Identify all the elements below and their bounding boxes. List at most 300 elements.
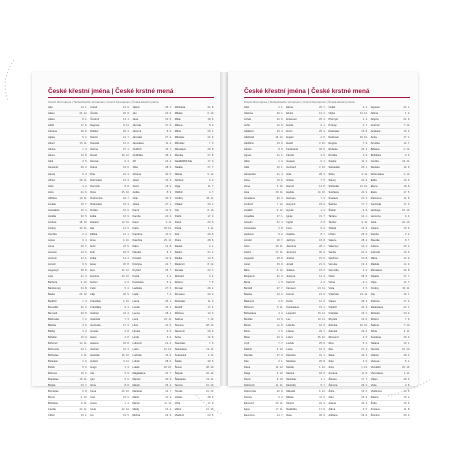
name-day-date: 22. 11. <box>402 160 410 164</box>
first-name: Svetlana <box>370 335 381 339</box>
first-name: Alois <box>48 190 54 194</box>
first-name: Silvia <box>370 329 377 333</box>
first-name: Kazimír <box>286 281 296 285</box>
name-day-date: 28. 3. <box>319 172 326 176</box>
name-day-date: 6. 8. <box>82 390 88 394</box>
first-name: Florián <box>286 154 295 158</box>
first-name: Naděžda <box>286 408 297 412</box>
name-day-date: 22. 10. <box>359 323 368 327</box>
name-day-row <box>329 413 368 419</box>
first-name: Jeroným <box>286 251 297 255</box>
first-name: Stanislava <box>174 347 187 351</box>
name-day-date: 23. 9. <box>319 202 326 206</box>
first-name: Erik <box>90 251 95 255</box>
name-day-date: 14. 8. <box>207 335 214 339</box>
first-name: Monika <box>174 154 184 158</box>
first-name: Žaneta <box>328 378 337 382</box>
name-day-date: 27. 2. <box>207 251 214 255</box>
first-name: Adalbert <box>244 130 254 134</box>
name-day-date: 16. 9. <box>165 353 172 357</box>
name-day-date: 19. 2. <box>361 353 368 357</box>
name-day-date: 15. 6. <box>319 257 326 261</box>
name-day-date: 18. 6. <box>319 372 326 376</box>
name-day-date: 9. 6. <box>82 263 88 267</box>
first-name: Blanka <box>48 323 56 327</box>
first-name: Benjamin <box>244 275 255 279</box>
name-day-date: 13. 8. <box>80 154 88 158</box>
name-column <box>175 105 214 419</box>
name-day-date: 25. 11. <box>164 239 172 243</box>
name-day-date: 19. 3. <box>165 184 172 188</box>
name-day-date: 4. 10. <box>403 172 410 176</box>
first-name: Dagmar <box>90 124 100 128</box>
first-name: Zdenka <box>328 323 338 327</box>
name-day-row <box>48 413 87 419</box>
name-day-date: 10. 8. <box>361 257 368 261</box>
name-day-date: 26. 8. <box>319 359 326 363</box>
first-name: Luisa <box>286 347 293 351</box>
name-day-date: 1. 3. <box>278 160 284 164</box>
name-day-date: 28. 6. <box>165 359 172 363</box>
first-name: Karla <box>132 226 139 230</box>
first-name: Šárka <box>174 359 182 363</box>
first-name: Božidara <box>370 154 381 158</box>
first-name: Lubor <box>286 335 293 339</box>
first-name: Regina <box>328 142 337 146</box>
name-day-date: 17. 9. <box>207 160 214 164</box>
first-name: Daniela <box>370 166 380 170</box>
first-name: Alexej <box>48 172 56 176</box>
name-day-date: 4. 11. <box>165 220 172 224</box>
first-name: Achil <box>244 124 250 128</box>
name-day-date: 7. 5. <box>320 178 326 182</box>
name-day-date: 18. 10. <box>163 366 172 370</box>
name-day-date: 1. 11. <box>403 372 410 376</box>
first-name: Darja <box>244 372 251 376</box>
first-name: Adolf <box>48 124 54 128</box>
first-name: Liliana <box>286 329 294 333</box>
first-name: Nataša <box>370 275 379 279</box>
first-name: Radoslav <box>328 130 340 134</box>
name-day-date: 26. 5. <box>123 293 130 297</box>
first-name: Ondřej <box>174 196 183 200</box>
name-day-date: 10. 6. <box>165 232 172 236</box>
first-name: Štěpán <box>174 372 183 376</box>
first-name: Zina <box>328 341 334 345</box>
name-day-date: 4. 10. <box>276 372 284 376</box>
first-name: Lev <box>286 317 291 321</box>
name-day-date: 27. 6. <box>165 287 172 291</box>
first-name: Barbora <box>48 281 58 285</box>
name-day-date: 2. 9. <box>320 220 326 224</box>
name-day-date: 9. 3. <box>82 172 88 176</box>
first-name: Kornel <box>286 293 294 297</box>
first-name: Irena <box>90 390 97 394</box>
first-name: Andrea <box>48 220 57 224</box>
name-day-date: 1. 1. <box>320 378 326 382</box>
first-name: Ilona <box>90 384 96 388</box>
first-name: Anastázie <box>48 208 60 212</box>
name-day-date: 2. 6. <box>124 281 130 285</box>
name-day-date: 9. 3. <box>124 305 130 309</box>
first-name: Radka <box>174 257 183 261</box>
name-day-date: 16. 3. <box>123 347 130 351</box>
first-name: Marek <box>132 384 140 388</box>
first-name: Albína <box>48 148 56 152</box>
first-name: Oto <box>174 208 179 212</box>
name-day-date: 8. 12. <box>207 263 214 267</box>
first-name: Jonáš <box>286 263 294 267</box>
first-name: Vratislav <box>328 311 339 315</box>
first-name: Amadeus <box>244 196 255 200</box>
name-day-date: 24. 4. <box>165 160 172 164</box>
first-name: Patrik <box>174 214 182 218</box>
first-name: Felix <box>90 287 96 291</box>
first-name: Miroslava <box>174 148 186 152</box>
first-name: Pavel <box>174 220 182 224</box>
name-day-date: 28. 10. <box>206 366 214 370</box>
name-day-date: 17. 6. <box>80 124 88 128</box>
first-name: Linda <box>132 335 139 339</box>
first-name: Ľubica <box>370 245 379 249</box>
first-name: Dorota <box>244 396 252 400</box>
first-name: Otýlie <box>328 112 336 116</box>
first-name: Lubomír <box>132 341 143 345</box>
name-day-date: 21. 3. <box>80 305 88 309</box>
first-name: Zikmund <box>328 335 339 339</box>
first-name: Kamila <box>370 232 379 236</box>
name-day-date: 5. 3. <box>82 366 88 370</box>
name-day-date: 7. 12. <box>276 202 284 206</box>
name-day-date: 7. 10. <box>403 323 410 327</box>
name-day-date: 13. 6. <box>80 251 88 255</box>
name-day-date: 14. 3. <box>403 263 410 267</box>
first-name: Martin <box>132 402 140 406</box>
first-name: Adina <box>328 408 336 412</box>
first-name: Viola <box>370 384 377 388</box>
name-day-row <box>133 413 172 419</box>
name-day-date: 11. 3. <box>207 299 214 303</box>
name-day-date: 30. 3. <box>276 196 284 200</box>
name-day-date: 7. 5. <box>208 341 214 345</box>
name-day-date: 14. 5. <box>276 317 284 321</box>
name-day-date: 10. 3. <box>165 214 172 218</box>
first-name: Františka <box>90 305 101 309</box>
first-name: Olga <box>174 184 181 188</box>
first-name: Dalibor <box>90 130 99 134</box>
first-name: Adéla <box>48 118 55 122</box>
first-name: Boleslav <box>48 359 58 363</box>
name-day-date: 16. 9. <box>319 293 326 297</box>
name-day-date: 24. 6. <box>361 251 368 255</box>
name-day-date: 31. 3. <box>276 275 284 279</box>
page-subtitle: Czech first names | Tschechische Vornamen | Czech forenames | Česká křestní jména <box>48 99 159 104</box>
name-day-date: 7. 10. <box>207 317 214 321</box>
name-day-date: 6. 6. <box>208 178 214 182</box>
name-day-date: 13. 7. <box>165 390 172 394</box>
first-name: Urban <box>328 232 336 236</box>
first-name: Michal <box>132 414 140 418</box>
first-name: Laura <box>132 299 140 303</box>
name-day-date: 17. 3. <box>403 202 410 206</box>
first-name: Mária <box>370 257 378 261</box>
first-name: Kamila <box>132 214 141 218</box>
first-name: Tereza <box>174 384 183 388</box>
first-name: Bianka <box>244 293 252 297</box>
name-day-date: 1. 3. <box>82 148 88 152</box>
name-day-date: 29. 3. <box>361 384 368 388</box>
first-name: Oskar <box>328 106 336 109</box>
name-day-date: 15. 5. <box>361 390 368 394</box>
first-name: Stanislav <box>174 341 186 345</box>
name-day-date: 28. 4. <box>165 154 172 158</box>
name-day-date: 20. 1. <box>361 166 368 170</box>
name-day-date: 21. 6. <box>403 118 410 122</box>
first-name: Helena <box>90 341 99 345</box>
name-day-date: 15. 2. <box>361 311 368 315</box>
first-name: Alexandr <box>48 166 59 170</box>
name-day-date: 6. 5. <box>166 329 172 333</box>
name-day-date: 29. 9. <box>165 414 172 418</box>
first-name: Abel <box>244 106 250 109</box>
first-name: Svatava <box>328 196 338 200</box>
first-name: Dobromila <box>244 390 256 394</box>
name-day-date: 11. 8. <box>276 323 284 327</box>
first-name: Hubert <box>90 359 99 363</box>
first-name: Daniel <box>90 136 98 140</box>
name-day-date: 16. 6. <box>276 178 284 182</box>
name-day-date: 6. 6. <box>166 335 172 339</box>
name-day-date: 28. 11. <box>79 178 88 182</box>
first-name: Bedřich <box>48 299 57 303</box>
name-day-date: 25. 7. <box>165 106 172 109</box>
name-day-date: 13. 3. <box>207 311 214 315</box>
name-day-date: 16. 9. <box>403 251 410 255</box>
first-name: Josef <box>132 178 139 182</box>
name-day-date: 2. 4. <box>362 118 368 122</box>
name-day-date: 30. 9. <box>319 251 326 255</box>
first-name: Břetislav <box>48 402 58 406</box>
name-day-date: 1. 3. <box>404 112 410 116</box>
name-day-date: 12. 7. <box>403 142 410 146</box>
first-name: Ambrož <box>244 202 253 206</box>
first-name: Diana <box>90 166 98 170</box>
name-day-date: 5. 11. <box>276 305 284 309</box>
name-day-date: 24. 12. <box>121 269 130 273</box>
first-name: Leona <box>132 311 140 315</box>
name-day-date: 2. 5. <box>362 335 368 339</box>
name-day-date: 18. 5. <box>123 251 130 255</box>
first-name: Prokop <box>328 124 337 128</box>
first-name: Jolana <box>286 257 294 261</box>
name-day-date: 16. 2. <box>80 372 88 376</box>
first-name: Jaromír <box>132 130 142 134</box>
name-day-date: 15. 10. <box>402 347 410 351</box>
name-day-date: 26. 8. <box>403 269 410 273</box>
page-title: České křestní jména | České krstné mená <box>244 88 370 95</box>
name-day-date: 20. 7. <box>319 106 326 109</box>
name-day-date: 27. 1. <box>123 148 130 152</box>
first-name: Juliána <box>286 269 295 273</box>
name-day-date: 18. 10. <box>79 220 88 224</box>
name-day-date: 18. 7. <box>276 239 284 243</box>
name-day-date: 14. 2. <box>361 245 368 249</box>
first-name: Lucie <box>132 347 139 351</box>
name-day-date: 2. 12. <box>403 148 410 152</box>
name-day-date: 11. 11. <box>164 402 172 406</box>
name-day-date: 12. 2. <box>319 112 326 116</box>
name-day-date: 11. 11. <box>275 384 284 388</box>
name-day-date: 24. 2. <box>165 408 172 412</box>
name-day-date: 8. 7. <box>320 232 326 236</box>
name-day-date: 21. 3. <box>80 275 88 279</box>
first-name: Daniela <box>90 142 100 146</box>
name-day-date: 24. 7. <box>165 263 172 267</box>
first-name: Libuše <box>132 329 141 333</box>
name-day-date: 17. 3. <box>207 214 214 218</box>
first-name: Johana <box>132 172 142 176</box>
name-day-date: 30. 12. <box>121 154 130 158</box>
first-name: Vojtěch <box>328 305 338 309</box>
first-name: Metoděj <box>286 384 296 388</box>
name-day-date: 12. 9. <box>319 299 326 303</box>
first-name: Filoména <box>370 196 382 200</box>
name-day-date: 29. 6. <box>207 232 214 236</box>
name-day-date: 3. 11. <box>361 172 368 176</box>
name-day-date: 16. 9. <box>403 178 410 182</box>
first-name: Norbert <box>174 178 184 182</box>
first-name: Cyril <box>244 341 250 345</box>
first-name: Adam <box>48 112 55 116</box>
first-name: Ivana <box>90 402 97 406</box>
name-day-date: 22. 8. <box>276 390 284 394</box>
first-name: Herbert <box>90 347 99 351</box>
name-day-date: 8. 8. <box>124 184 130 188</box>
name-day-date: 29. 2. <box>207 293 214 297</box>
name-day-date: 12. 6. <box>403 166 410 170</box>
first-name: Edita <box>90 214 97 218</box>
name-day-date: 19. 1. <box>80 414 88 418</box>
name-day-date: 21. 7. <box>123 136 130 140</box>
first-name: Dan <box>244 359 249 363</box>
first-name: Terézia <box>370 347 380 351</box>
first-name: Viliam <box>370 378 378 382</box>
name-day-date: 8. 11. <box>123 124 130 128</box>
name-day-date: 2. 5. <box>278 329 284 333</box>
name-day-date: 8. 7. <box>404 239 410 243</box>
first-name: Jitka <box>132 166 138 170</box>
first-name: Štefan <box>328 208 336 212</box>
first-name: Judita <box>132 190 140 194</box>
name-day-date: 6. 10. <box>207 112 214 116</box>
name-day-date: 12. 9. <box>165 396 172 400</box>
first-name: Elvíra <box>286 112 293 116</box>
name-day-date: 8. 10. <box>207 208 214 212</box>
name-day-date: 8. 2. <box>208 124 214 128</box>
first-name: Hana <box>90 335 97 339</box>
first-name: Zuzana <box>328 372 338 376</box>
first-name: Jolana <box>370 226 379 230</box>
name-day-date: 28. 1. <box>319 245 326 249</box>
first-name: Saskie <box>328 160 337 164</box>
first-name: Adrian <box>244 148 252 152</box>
name-day-date: 23. 5. <box>207 414 214 418</box>
name-day-date: 19. 5. <box>123 414 130 418</box>
name-day-date: 2. 5. <box>362 359 368 363</box>
first-name: Adolfína <box>244 142 254 146</box>
first-name: Simona <box>174 323 184 327</box>
first-name: Sabina <box>174 317 183 321</box>
first-name: Ester <box>90 263 97 267</box>
first-name: Valerie <box>328 239 337 243</box>
first-name: Gustav <box>90 329 99 333</box>
name-day-date: 15. 11. <box>317 311 326 315</box>
first-name: Augustýn <box>48 269 59 273</box>
first-name: Evald <box>286 142 293 146</box>
name-day-date: 1. 9. <box>82 359 88 363</box>
first-name: Patrícia <box>370 299 380 303</box>
name-day-date: 2. 9. <box>362 208 368 212</box>
name-day-date: 25. 3. <box>123 130 130 134</box>
name-day-date: 22. 10. <box>402 220 410 224</box>
first-name: Gertruda <box>90 323 101 327</box>
first-name: Lidmila <box>286 323 295 327</box>
first-name: Apolena <box>244 232 254 236</box>
first-name: Matilda <box>370 263 380 267</box>
name-day-date: 13. 9. <box>361 226 368 230</box>
name-day-date: 28. 8. <box>276 257 284 261</box>
first-name: Bořek <box>48 366 55 370</box>
first-name: Ida <box>90 372 94 376</box>
name-day-date: 30. 9. <box>165 378 172 382</box>
first-name: Dalimil <box>244 347 252 351</box>
first-name: Jindřich <box>132 148 142 152</box>
first-name: Dana <box>244 366 251 370</box>
name-day-date: 4. 2. <box>362 269 368 273</box>
name-day-date: 15. 10. <box>121 353 130 357</box>
name-day-date: 19. 11. <box>79 196 88 200</box>
name-day-date: 27. 9. <box>276 353 284 357</box>
first-name: Bohuslava <box>244 311 257 315</box>
first-name: Jozef <box>132 184 139 188</box>
first-name: Izabela <box>286 232 295 236</box>
first-name: Ctirad <box>90 106 98 109</box>
first-name: Milena <box>174 124 183 128</box>
first-name: Borek <box>244 323 251 327</box>
first-name: Milada <box>174 112 183 116</box>
name-day-date: 21. 1. <box>403 106 410 109</box>
name-day-date: 16. 12. <box>275 136 284 140</box>
name-day-date: 13. 3. <box>123 178 130 182</box>
name-day-date: 5. 2. <box>362 341 368 345</box>
first-name: Václav <box>174 396 183 400</box>
first-name: Hedda <box>286 190 294 194</box>
first-name: Alan <box>328 396 334 400</box>
page-title: České křestní jména | České krstné mená <box>48 88 174 95</box>
name-day-date: 23. 11. <box>317 287 326 291</box>
first-name: Arnošt <box>48 263 56 267</box>
first-name: Ignác <box>286 214 293 218</box>
first-name: Božena <box>48 372 57 376</box>
first-name: Kateřina <box>132 239 143 243</box>
first-name: Emilie <box>286 124 294 128</box>
name-day-date: 10. 11. <box>317 317 326 321</box>
name-day-date: 1. 11. <box>207 353 214 357</box>
first-name: Tomáš <box>174 390 183 394</box>
name-day-date: 5. 4. <box>166 281 172 285</box>
name-day-date: 15. 11. <box>275 245 284 249</box>
first-name: Justýna <box>286 275 296 279</box>
